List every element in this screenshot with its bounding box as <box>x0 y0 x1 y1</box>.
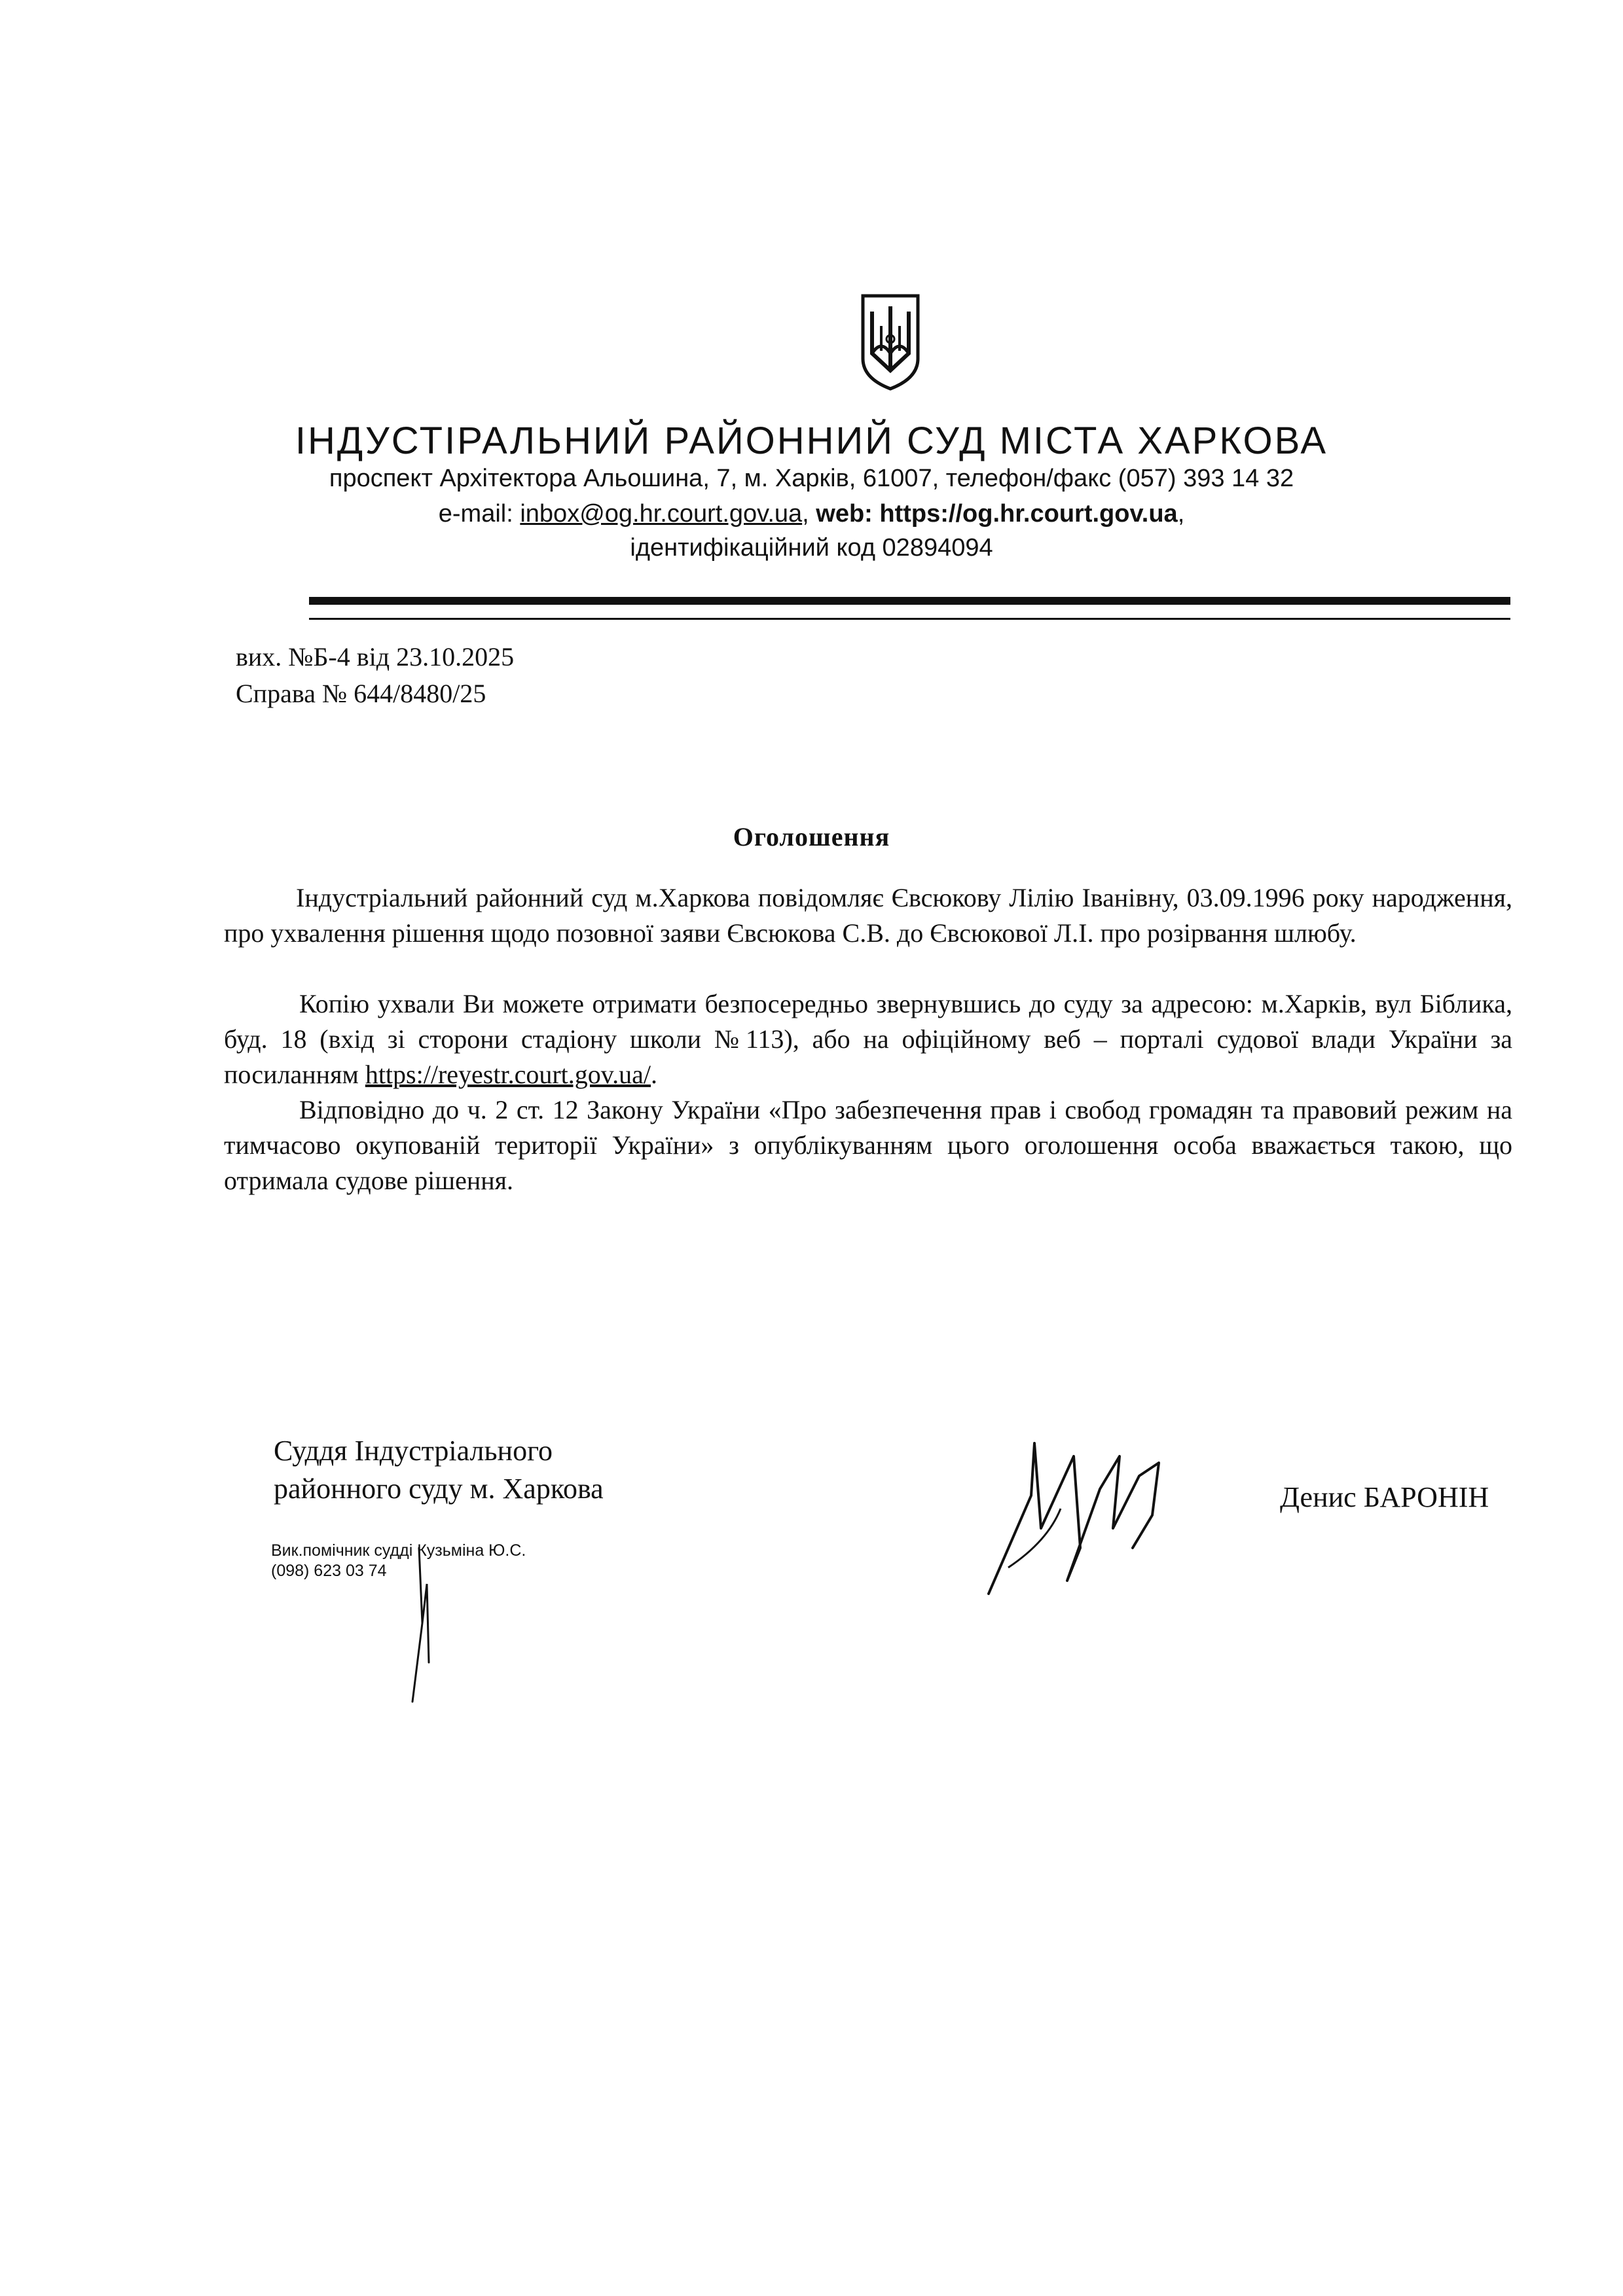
email-separator: , <box>802 500 816 528</box>
announcement-paragraph-2 <box>224 986 1512 1092</box>
web-link[interactable]: https://og.hr.court.gov.ua <box>879 500 1178 528</box>
trident-emblem-icon <box>858 293 923 391</box>
announcement-paragraph-1: Індустріальний районний суд м.Харкова повідомляє Євсюкову Лілію Іванівну, 03.09.1996 року народження, про ухвалення рішення щодо позовної заяви Євсюкова С.В. до Євсюкової Л.І. про розірвання шлюбу. <box>224 883 1512 948</box>
handwritten-initials <box>393 1545 445 1708</box>
announcement-title: Оголошення <box>733 822 890 852</box>
outgoing-number: вих. №Б-4 від 23.10.2025 <box>236 642 515 672</box>
court-address: проспект Архітектора Альошина, 7, м. Харків, 61007, телефон/факс (057) 393 14 32 <box>329 465 1294 492</box>
email-label: e-mail: <box>438 500 513 528</box>
web-separator: , <box>1177 500 1185 528</box>
judge-title-line-1: Суддя Індустріального <box>274 1435 553 1467</box>
paragraph-2-text: Копію ухвали Ви можете отримати безпосередньо звернувшись до суду за адресою: м.Харків, вул Біблика, буд. 18 (вхід зі сторони стадіону школи №113), або на офіційному веб – порталі судової влади України за посиланням <box>224 989 1512 1089</box>
announcement-paragraph-3: Відповідно до ч. 2 ст. 12 Закону України «Про забезпечення прав і свобод громадян та правовий режим на тимчасово окупованій території України» з опублікуванням цього оголошення особа вважається такою, що отримала судове рішення. <box>224 1095 1512 1195</box>
court-contacts <box>0 500 1623 528</box>
judge-title-line-2: районного суду м. Харкова <box>274 1473 604 1505</box>
judge-title <box>274 1432 604 1508</box>
email-link[interactable]: inbox@og.hr.court.gov.ua <box>520 500 803 528</box>
handwritten-signature <box>969 1417 1192 1613</box>
id-code: ідентифікаційний код 02894094 <box>630 534 993 562</box>
assistant-name: Вик.помічник судді Кузьміна Ю.С. <box>271 1541 526 1560</box>
judge-name: Денис БАРОНІН <box>1280 1481 1489 1513</box>
court-name: ІНДУСТІРАЛЬНИЙ РАЙОННИЙ СУД МІСТА ХАРКОВА <box>295 420 1328 462</box>
case-number: Справа № 644/8480/25 <box>236 679 486 708</box>
paragraph-2-end: . <box>651 1060 658 1089</box>
header-divider-thick <box>309 597 1510 605</box>
registry-link[interactable]: https://reyestr.court.gov.ua/ <box>365 1060 651 1089</box>
assistant-phone: (098) 623 03 74 <box>271 1562 387 1580</box>
header-divider-thin <box>309 618 1510 620</box>
web-label: web: <box>816 500 873 528</box>
